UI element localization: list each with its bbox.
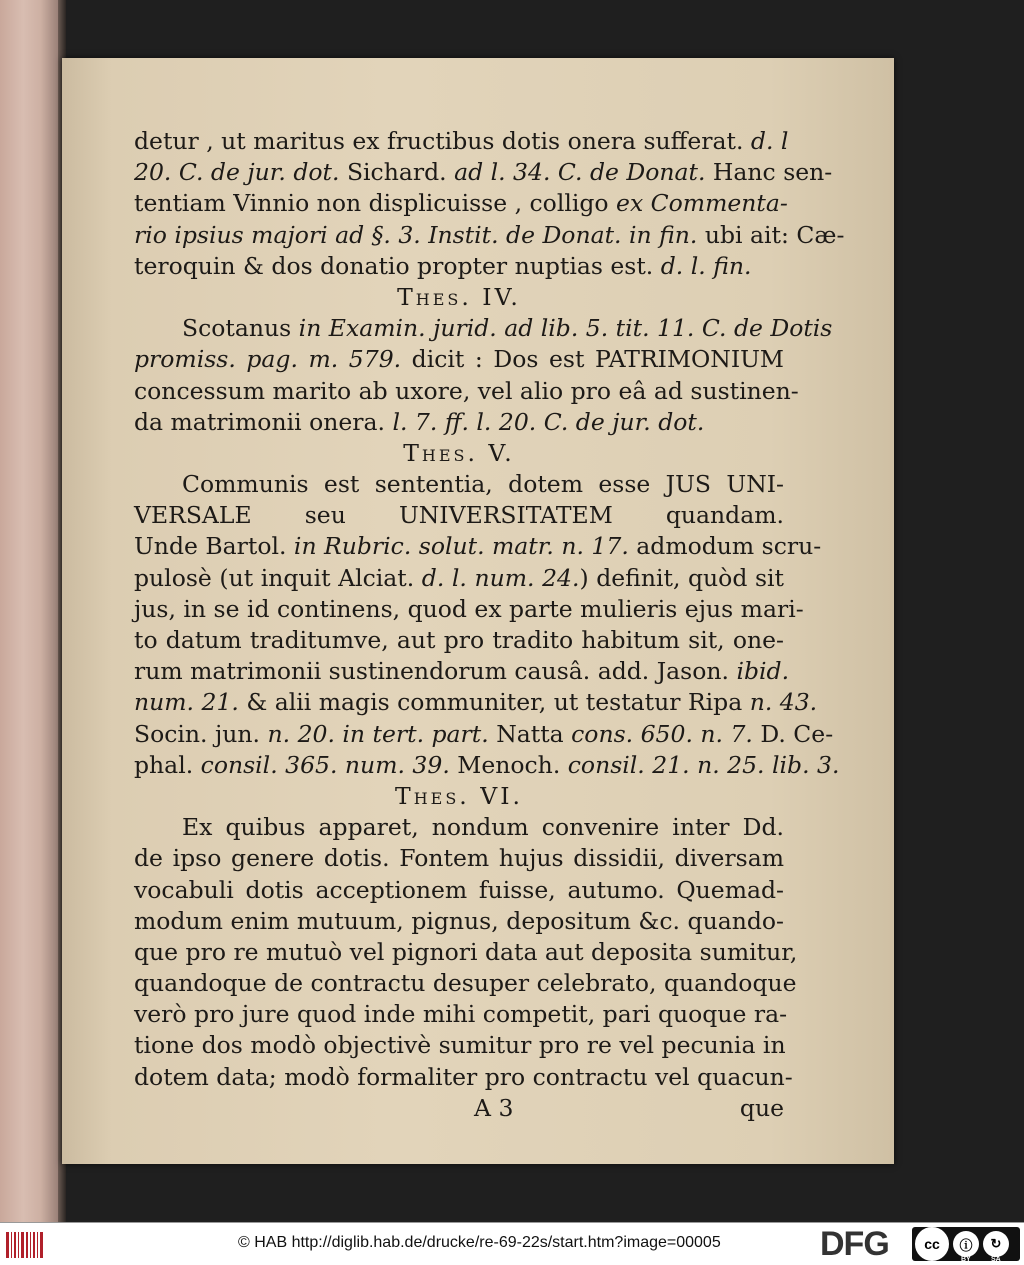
page-text	[134, 126, 845, 1124]
text-line	[134, 719, 834, 750]
text-run: Menoch.	[449, 750, 568, 779]
text-run: tione dos modò objectivè sumitur pro re vel pecunia in	[134, 1031, 786, 1060]
text-run: tentiam Vinnio non displicuisse , colligo	[134, 189, 617, 218]
barcode-icon	[6, 1232, 46, 1258]
text-run: de ipso genere dotis. Fontem hujus dissidii, diversam	[134, 844, 784, 873]
barcode-bar	[14, 1232, 16, 1258]
italic-citation: in Examin. jurid. ad lib. 5. tit. 11. C. de Dotis	[298, 314, 833, 343]
barcode-bar	[40, 1232, 43, 1258]
text-run: concessum marito ab uxore, vel alio pro eâ ad sustinen-	[134, 376, 799, 405]
text-run: Hanc sen-	[705, 158, 833, 187]
text-line	[134, 937, 798, 968]
text-run: admodum scru-	[628, 532, 822, 561]
text-line	[134, 188, 788, 219]
italic-citation: n. 43.	[749, 688, 818, 717]
text-line	[134, 875, 784, 906]
page-footer-line	[134, 1093, 784, 1124]
barcode-bar	[6, 1232, 9, 1258]
text-run: Natta	[488, 719, 572, 748]
text-run: ) definit, quòd sit	[579, 563, 784, 592]
text-run: phal.	[134, 750, 201, 779]
text-line	[134, 843, 784, 874]
italic-citation: in Rubric. solut. matr. n. 17.	[293, 532, 629, 561]
barcode-bar	[21, 1232, 24, 1258]
copyright-link[interactable]: © HAB http://diglib.hab.de/drucke/re-69-22s/start.htm?image=00005	[238, 1234, 721, 1251]
text-run: to datum traditumve, aut pro tradito habitum sit, one-	[134, 626, 784, 654]
italic-citation: num. 21.	[134, 688, 239, 717]
barcode-bar	[33, 1232, 35, 1258]
text-run: dotem data; modò formaliter pro contractu vel quacun-	[134, 1062, 793, 1091]
italic-citation: promiss. pag. m. 579.	[134, 345, 402, 374]
text-line	[134, 407, 784, 438]
text-line	[134, 687, 818, 718]
text-line	[134, 157, 833, 188]
text-run: Sichard.	[339, 158, 455, 187]
signature-mark: A 3	[474, 1093, 514, 1122]
text-run: verò pro jure quod inde mihi competit, pari quoque ra-	[134, 1000, 788, 1029]
italic-citation: l. 7. ff. l. 20. C. de jur. dot.	[392, 407, 705, 436]
previous-page-edge	[0, 0, 58, 1222]
thesis-heading: Thes. IV.	[397, 282, 521, 311]
text-run: ubi ait: Cæ-	[697, 220, 845, 249]
italic-citation: consil. 365. num. 39.	[200, 750, 450, 779]
text-line	[134, 313, 833, 344]
viewer-footer-bar	[0, 1222, 1024, 1265]
italic-citation: rio ipsius majori ad §. 3. Instit. de Donat. in fin.	[134, 220, 698, 249]
italic-citation: n. 20. in tert. part.	[267, 719, 489, 748]
text-run: jus, in se id continens, quod ex parte mulieris ejus mari-	[134, 594, 804, 623]
text-line	[134, 906, 784, 937]
text-line	[134, 656, 790, 687]
text-line	[134, 500, 784, 531]
thesis-heading: Thes. VI.	[395, 781, 523, 810]
text-line	[134, 750, 840, 781]
text-run: & alii magis communiter, ut testatur Ripa	[238, 688, 750, 717]
barcode-bar	[37, 1232, 38, 1258]
text-line	[134, 126, 789, 157]
sa-share-alike-icon: ↻ SA	[983, 1231, 1009, 1257]
italic-citation: d. l	[750, 127, 789, 155]
text-run: Socin. jun.	[134, 719, 268, 748]
italic-citation: d. l. num. 24.	[421, 563, 580, 592]
cc-license-badge[interactable]	[912, 1227, 1020, 1261]
text-line	[134, 1062, 793, 1093]
text-run: Unde Bartol.	[134, 532, 294, 561]
barcode-bar	[11, 1232, 12, 1258]
text-run: D. Ce-	[752, 719, 834, 748]
italic-citation: d. l. fin.	[660, 251, 752, 280]
text-run: detur , ut maritus ex fructibus dotis onera sufferat.	[134, 127, 751, 155]
barcode-bar	[30, 1232, 31, 1258]
text-line	[134, 812, 784, 843]
italic-citation: cons. 650. n. 7.	[571, 719, 753, 748]
italic-citation: ibid.	[736, 657, 790, 686]
text-run: que pro re mutuò vel pignori data aut deposita sumitur,	[134, 937, 798, 966]
text-line	[134, 376, 799, 407]
italic-citation: ad l. 34. C. de Donat.	[454, 158, 706, 187]
text-line	[134, 563, 784, 594]
cc-icon: cc	[915, 1227, 949, 1261]
text-line	[134, 1030, 784, 1061]
text-line	[134, 625, 784, 656]
text-line	[134, 531, 822, 562]
thesis-heading: Thes. V.	[403, 438, 515, 467]
text-line	[134, 469, 784, 500]
text-line	[134, 968, 797, 999]
text-line	[134, 999, 788, 1030]
text-run: Scotanus	[182, 314, 299, 343]
text-line	[134, 344, 784, 375]
text-run: Ex quibus apparet, nondum convenire inter Dd.	[182, 813, 784, 842]
text-run: quandoque de contractu desuper celebrato, quandoque	[134, 969, 797, 998]
text-line	[134, 251, 784, 282]
catchword: que	[739, 1093, 784, 1122]
italic-citation: consil. 21. n. 25. lib. 3.	[567, 750, 840, 779]
text-run: rum matrimonii sustinendorum causâ. add. Jason.	[134, 657, 737, 686]
sa-label: SA	[991, 1256, 1001, 1263]
text-run: modum enim mutuum, pignus, depositum &c. quando-	[134, 906, 784, 935]
barcode-bar	[26, 1232, 28, 1258]
text-run: vocabuli dotis acceptionem fuisse, autumo. Quemad-	[134, 875, 784, 904]
barcode-bar	[18, 1232, 19, 1258]
text-run: da matrimonii onera.	[134, 407, 393, 436]
by-label: BY	[961, 1256, 971, 1263]
book-page	[62, 58, 894, 1164]
text-run: dicit : Dos est PATRIMONIUM	[401, 345, 784, 374]
dfg-logo[interactable]: DFG	[820, 1225, 889, 1263]
text-line	[134, 220, 845, 251]
by-attribution-icon: ⓘ BY	[953, 1231, 979, 1257]
text-run: Communis est sententia, dotem esse JUS UNI-	[182, 470, 784, 499]
text-run: VERSALE seu UNIVERSITATEM quandam.	[134, 501, 784, 530]
text-line	[134, 594, 804, 625]
text-run: teroquin & dos donatio propter nuptias est.	[134, 251, 661, 280]
italic-citation: ex Commenta-	[616, 189, 788, 218]
italic-citation: 20. C. de jur. dot.	[134, 158, 340, 187]
text-run: pulosè (ut inquit Alciat.	[134, 563, 422, 592]
